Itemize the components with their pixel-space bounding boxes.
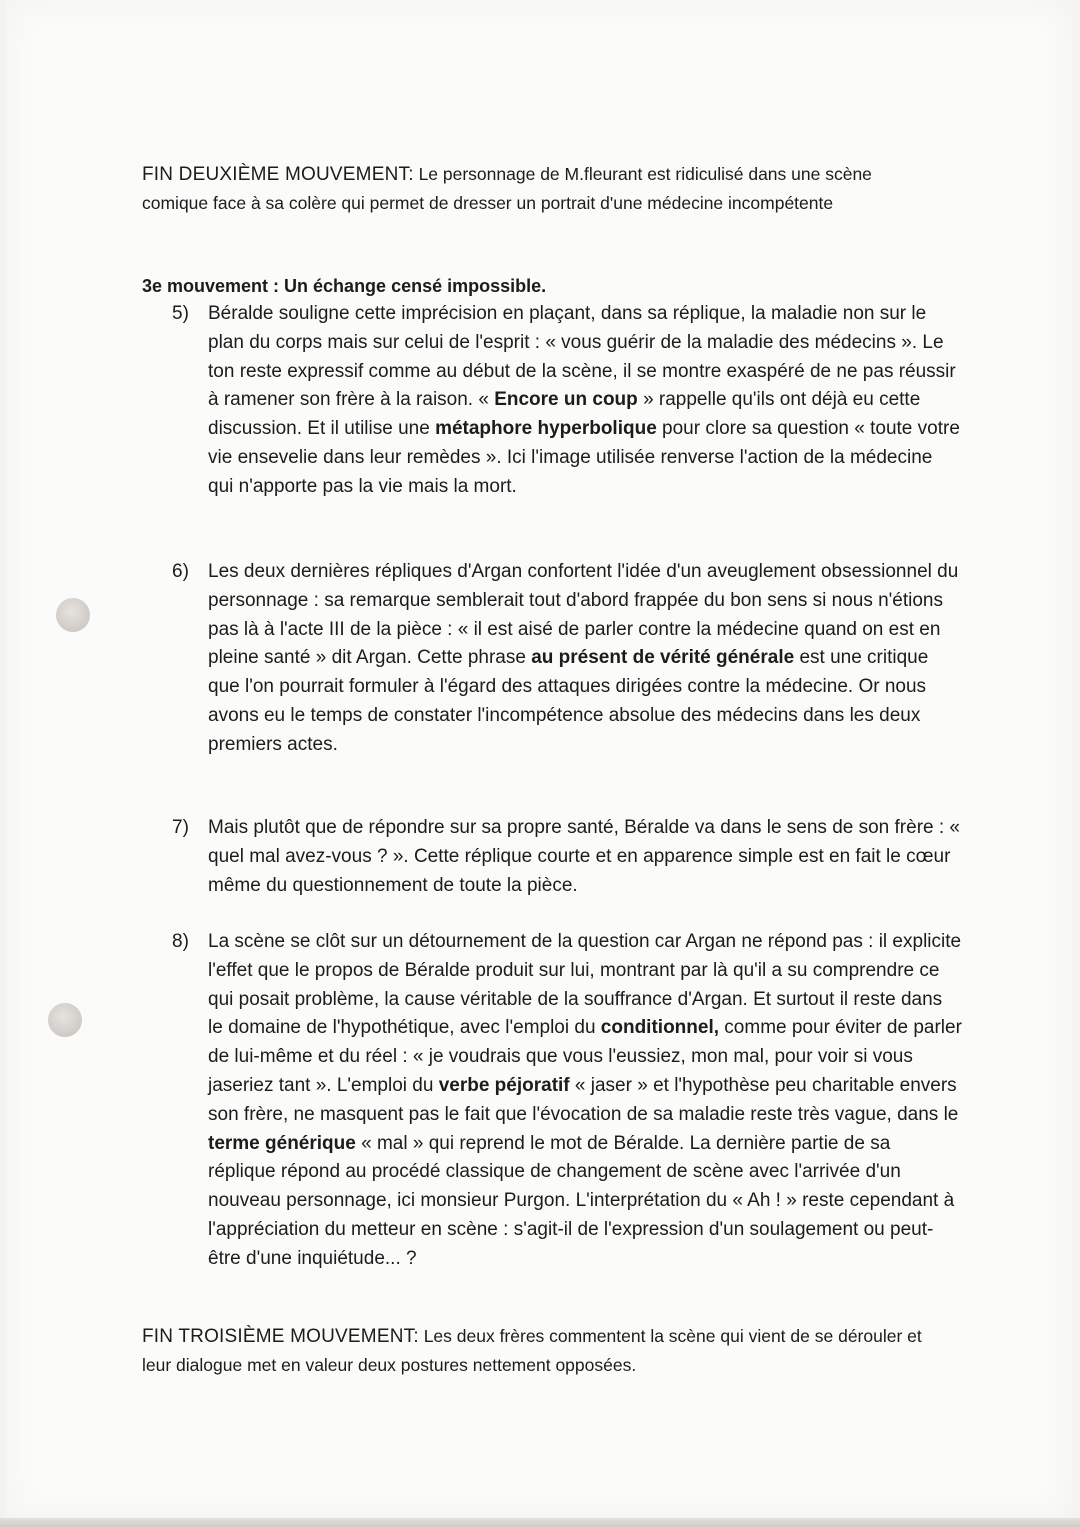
item-number: 6) (172, 561, 189, 582)
item-text: La scène se clôt sur un détournement de la question car Argan ne répond pas : il explicite l'effet que le propos de Béralde produit sur lui, montrant par là qu'il a su comprendre ce qui posait problème, la cause véritable de la souffrance d'Argan. Et surtout il reste dans le domaine de l'hypothétique, avec l'emploi du conditionnel, comme pour éviter de parler de lui-même et du réel : « je voudrais que vous l'eussiez, mon mal, pour voir si vous jaseriez tant ». L'emploi du verbe péjoratif « jaser » et l'hypothèse peu charitable envers son frère, ne masquent pas le fait que l'évocation de sa maladie reste très vague, dans le terme générique « mal » qui reprend le mot de Béralde. La dernière partie de sa réplique répond au procédé classique de changement de scène avec l'arrivée d'un nouveau personnage, ici monsieur Purgon. L'interprétation du « Ah ! » reste cependant à l'appréciation du metteur en scène : s'agit-il de l'expression d'un soulagement ou peut-être d'une inquiétude... ? (208, 931, 962, 1269)
section-heading: 3e mouvement : Un échange censé impossible. (142, 276, 547, 296)
item-number: 7) (172, 817, 189, 838)
document-page (6, 0, 1072, 1520)
punch-hole (56, 598, 90, 632)
punch-hole (48, 1003, 82, 1037)
emphasis: verbe péjoratif (438, 1074, 570, 1096)
list-item (172, 928, 962, 1274)
emphasis: Encore un coup (494, 389, 638, 411)
list-item (172, 300, 962, 502)
page-edge (0, 1518, 1080, 1527)
emphasis: métaphore hyperbolique (435, 418, 657, 440)
item-text: Béralde souligne cette imprécision en plaçant, dans sa réplique, la maladie non sur le plan du corps mais sur celui de l'esprit : « vous guérir de la maladie des médecins ». Le ton reste expressif comme au début de la scène, il se montre exaspéré de ne pas réussir à ramener son frère à la raison. « Encore un coup » rappelle qu'ils ont déjà eu cette discussion. Et il utilise une métaphore hyperbolique pour clore sa question « toute votre vie ensevelie dans leur remèdes ». Ici l'image utilisée renverse l'action de la médecine qui n'apporte pas la vie mais la mort. (208, 303, 960, 497)
end-third-movement-summary (142, 1322, 932, 1380)
list-item (172, 814, 962, 900)
item-number: 8) (172, 931, 189, 952)
emphasis: conditionnel, (600, 1017, 720, 1039)
summary-lead: FIN TROISIÈME MOUVEMENT: (142, 1326, 419, 1347)
end-second-movement-summary (142, 160, 932, 218)
emphasis: au présent de vérité générale (531, 647, 795, 669)
item-text: Les deux dernières répliques d'Argan confortent l'idée d'un aveuglement obsessionnel du personnage : sa remarque semblerait tout d'abord frappée du bon sens si nous n'étions pas là à l'acte III de la pièce : « il est aisé de parler contre la médecine quand on est en pleine santé » dit Argan. Cette phrase au présent de vérité générale est une critique que l'on pourrait formuler à l'égard des attaques dirigées contre la médecine. Or nous avons eu le temps de constater l'incompétence absolue des médecins dans les deux premiers actes. (208, 561, 959, 755)
summary-text: Les deux frères commentent la scène qui vient de se dérouler et leur dialogue met en valeur deux postures nettement opposées. (142, 1326, 922, 1375)
list-item (172, 558, 962, 760)
summary-text: Le personnage de M.fleurant est ridiculisé dans une scène comique face à sa colère qui permet de dresser un portrait d'une médecine incompétente (142, 164, 872, 213)
summary-lead: FIN DEUXIÈME MOUVEMENT: (142, 164, 414, 185)
item-number: 5) (172, 303, 189, 324)
item-text: Mais plutôt que de répondre sur sa propre santé, Béralde va dans le sens de son frère : « quel mal avez-vous ? ». Cette réplique courte et en apparence simple est en fait le cœur même du questionnement de toute la pièce. (208, 817, 961, 896)
emphasis: terme générique (208, 1132, 356, 1154)
